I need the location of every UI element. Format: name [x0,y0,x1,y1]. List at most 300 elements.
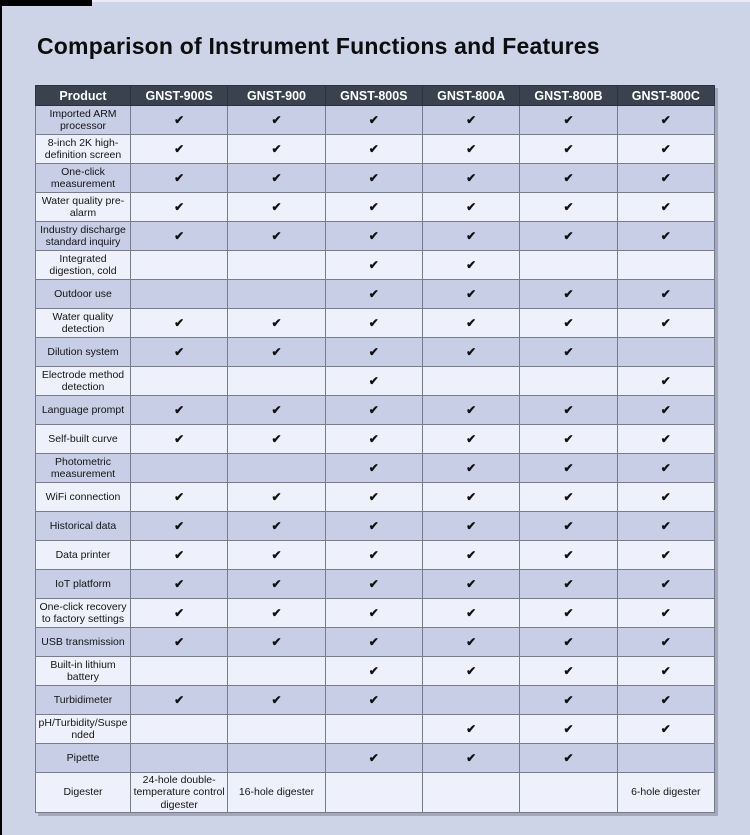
check-icon: ✔ [563,112,574,127]
check-icon: ✔ [271,170,282,185]
check-icon: ✔ [174,634,185,649]
check-cell [422,222,519,251]
check-cell [325,541,422,570]
check-cell [520,599,617,628]
check-cell [617,570,714,599]
feature-cell: Language prompt [36,396,131,425]
check-icon: ✔ [563,692,574,707]
check-icon: ✔ [271,547,282,562]
check-cell [520,193,617,222]
check-icon: ✔ [660,112,671,127]
model-column-header: GNST-800S [325,86,422,106]
check-cell [520,222,617,251]
table-row [36,570,715,599]
check-icon: ✔ [466,431,477,446]
check-cell [228,309,325,338]
check-icon: ✔ [368,257,379,272]
check-cell [228,164,325,193]
check-icon: ✔ [174,692,185,707]
check-cell [131,396,228,425]
check-cell [325,280,422,309]
feature-cell: Pipette [36,744,131,773]
text-cell: 6-hole digester [617,773,714,813]
text-cell: 24-hole double-temperature control digester [131,773,228,813]
check-cell [520,425,617,454]
check-icon: ✔ [271,141,282,156]
check-cell [131,686,228,715]
check-cell [617,222,714,251]
check-cell [228,599,325,628]
table-row [36,193,715,222]
comparison-table [35,85,715,813]
feature-cell: pH/Turbidity/Suspended [36,715,131,744]
check-cell [422,338,519,367]
check-cell [422,396,519,425]
check-cell [422,512,519,541]
check-cell [228,686,325,715]
check-cell [520,164,617,193]
check-icon: ✔ [271,402,282,417]
empty-cell [617,744,714,773]
check-icon: ✔ [368,605,379,620]
check-icon: ✔ [271,692,282,707]
table-row [36,541,715,570]
check-icon: ✔ [174,431,185,446]
check-icon: ✔ [660,634,671,649]
check-cell [325,164,422,193]
empty-cell [228,280,325,309]
check-cell [325,338,422,367]
model-column-header: GNST-800C [617,86,714,106]
check-icon: ✔ [466,634,477,649]
check-cell [520,106,617,135]
check-icon: ✔ [368,315,379,330]
empty-cell [325,773,422,813]
empty-cell [131,251,228,280]
check-icon: ✔ [660,402,671,417]
check-icon: ✔ [368,750,379,765]
check-cell [617,657,714,686]
check-icon: ✔ [174,402,185,417]
check-icon: ✔ [368,576,379,591]
check-cell [228,628,325,657]
check-cell [325,744,422,773]
check-icon: ✔ [368,547,379,562]
check-icon: ✔ [466,547,477,562]
check-icon: ✔ [466,112,477,127]
empty-cell [131,744,228,773]
check-icon: ✔ [660,692,671,707]
feature-cell: Dilution system [36,338,131,367]
check-icon: ✔ [563,750,574,765]
table-row [36,164,715,193]
check-cell [228,193,325,222]
check-cell [325,483,422,512]
check-icon: ✔ [563,605,574,620]
check-cell [520,686,617,715]
table-header-row [36,86,715,106]
check-cell [617,280,714,309]
check-icon: ✔ [563,460,574,475]
check-cell [617,309,714,338]
check-cell [422,454,519,483]
check-icon: ✔ [271,431,282,446]
check-icon: ✔ [466,170,477,185]
feature-cell: USB transmission [36,628,131,657]
check-cell [520,338,617,367]
check-cell [520,715,617,744]
check-cell [131,570,228,599]
check-icon: ✔ [660,286,671,301]
check-icon: ✔ [660,489,671,504]
check-cell [131,222,228,251]
feature-cell: Built-in lithium battery [36,657,131,686]
check-cell [520,744,617,773]
check-cell [228,338,325,367]
check-icon: ✔ [563,634,574,649]
check-cell [131,425,228,454]
check-icon: ✔ [466,402,477,417]
check-cell [422,599,519,628]
feature-cell: Self-built curve [36,425,131,454]
check-icon: ✔ [174,112,185,127]
table-row [36,483,715,512]
check-icon: ✔ [368,663,379,678]
check-icon: ✔ [174,315,185,330]
check-icon: ✔ [271,605,282,620]
table-row [36,367,715,396]
check-icon: ✔ [271,634,282,649]
check-cell [325,657,422,686]
check-icon: ✔ [563,228,574,243]
check-cell [617,686,714,715]
check-icon: ✔ [563,315,574,330]
empty-cell [520,773,617,813]
table-row [36,135,715,164]
empty-cell [617,251,714,280]
check-icon: ✔ [563,663,574,678]
check-cell [228,483,325,512]
check-icon: ✔ [466,315,477,330]
feature-cell: One-click recovery to factory settings [36,599,131,628]
check-icon: ✔ [660,228,671,243]
feature-cell: Industry discharge standard inquiry [36,222,131,251]
check-icon: ✔ [466,518,477,533]
check-icon: ✔ [271,112,282,127]
check-icon: ✔ [174,605,185,620]
empty-cell [422,367,519,396]
check-icon: ✔ [660,373,671,388]
check-cell [617,193,714,222]
check-icon: ✔ [466,199,477,214]
check-cell [422,541,519,570]
feature-cell: Imported ARM processor [36,106,131,135]
check-cell [520,657,617,686]
check-icon: ✔ [174,547,185,562]
check-cell [131,309,228,338]
check-cell [617,715,714,744]
feature-cell: Outdoor use [36,280,131,309]
check-icon: ✔ [368,373,379,388]
left-edge-border [0,0,2,835]
check-cell [617,599,714,628]
text-cell: 16-hole digester [228,773,325,813]
check-cell [617,135,714,164]
check-icon: ✔ [174,344,185,359]
model-column-header: GNST-800B [520,86,617,106]
check-icon: ✔ [563,489,574,504]
check-icon: ✔ [368,228,379,243]
table-row [36,396,715,425]
check-icon: ✔ [271,489,282,504]
feature-cell: Electrode method detection [36,367,131,396]
feature-cell: Water quality pre-alarm [36,193,131,222]
check-icon: ✔ [174,141,185,156]
check-icon: ✔ [563,576,574,591]
check-cell [325,628,422,657]
table-row [36,454,715,483]
check-cell [617,367,714,396]
empty-cell [228,367,325,396]
feature-cell: 8-inch 2K high-definition screen [36,135,131,164]
check-cell [520,135,617,164]
table-row [36,309,715,338]
check-icon: ✔ [368,344,379,359]
check-cell [422,135,519,164]
empty-cell [520,367,617,396]
check-cell [422,425,519,454]
empty-cell [325,715,422,744]
feature-cell: IoT platform [36,570,131,599]
check-icon: ✔ [660,315,671,330]
check-icon: ✔ [660,199,671,214]
check-cell [617,541,714,570]
check-icon: ✔ [660,605,671,620]
check-icon: ✔ [368,518,379,533]
table-body [36,106,715,813]
check-icon: ✔ [271,518,282,533]
check-icon: ✔ [271,315,282,330]
check-cell [228,396,325,425]
check-cell [131,164,228,193]
check-cell [422,570,519,599]
empty-cell [131,715,228,744]
check-icon: ✔ [466,489,477,504]
check-icon: ✔ [271,344,282,359]
check-icon: ✔ [368,112,379,127]
check-cell [422,657,519,686]
check-icon: ✔ [563,141,574,156]
check-cell [422,309,519,338]
check-icon: ✔ [563,402,574,417]
check-icon: ✔ [466,344,477,359]
check-icon: ✔ [660,547,671,562]
feature-cell: Data printer [36,541,131,570]
empty-cell [228,454,325,483]
top-edge-line [88,0,750,2]
check-icon: ✔ [368,692,379,707]
check-icon: ✔ [466,141,477,156]
check-cell [325,570,422,599]
check-cell [520,309,617,338]
page-title: Comparison of Instrument Functions and Features [37,33,600,59]
check-icon: ✔ [660,170,671,185]
check-cell [422,744,519,773]
check-cell [422,251,519,280]
feature-cell: Digester [36,773,131,813]
feature-cell: WiFi connection [36,483,131,512]
check-cell [325,251,422,280]
table-row [36,628,715,657]
table-row [36,773,715,813]
empty-cell [422,686,519,715]
check-cell [131,599,228,628]
check-cell [228,425,325,454]
check-cell [325,193,422,222]
table-row [36,106,715,135]
model-column-header: GNST-900S [131,86,228,106]
check-icon: ✔ [563,431,574,446]
check-cell [520,541,617,570]
feature-cell: Water quality detection [36,309,131,338]
check-cell [325,425,422,454]
check-cell [617,628,714,657]
check-cell [422,628,519,657]
check-cell [325,106,422,135]
empty-cell [131,367,228,396]
check-cell [228,541,325,570]
empty-cell [131,454,228,483]
check-icon: ✔ [368,170,379,185]
check-icon: ✔ [563,344,574,359]
check-icon: ✔ [466,576,477,591]
check-icon: ✔ [174,576,185,591]
check-icon: ✔ [660,721,671,736]
table-row [36,744,715,773]
check-icon: ✔ [271,576,282,591]
check-icon: ✔ [368,286,379,301]
empty-cell [422,773,519,813]
check-icon: ✔ [271,228,282,243]
check-icon: ✔ [466,228,477,243]
product-column-header: Product [36,86,131,106]
check-cell [228,512,325,541]
check-cell [617,425,714,454]
model-column-header: GNST-900 [228,86,325,106]
table-row [36,338,715,367]
check-icon: ✔ [660,431,671,446]
feature-cell: Turbidimeter [36,686,131,715]
empty-cell [131,280,228,309]
feature-cell: Integrated digestion, cold [36,251,131,280]
check-icon: ✔ [174,199,185,214]
empty-cell [228,251,325,280]
check-cell [325,309,422,338]
empty-cell [617,338,714,367]
model-column-header: GNST-800A [422,86,519,106]
check-cell [325,599,422,628]
feature-cell: Historical data [36,512,131,541]
check-cell [520,570,617,599]
check-icon: ✔ [368,460,379,475]
check-icon: ✔ [563,721,574,736]
check-icon: ✔ [563,547,574,562]
check-icon: ✔ [466,460,477,475]
empty-cell [520,251,617,280]
empty-cell [228,715,325,744]
check-icon: ✔ [271,199,282,214]
check-cell [131,106,228,135]
check-icon: ✔ [368,489,379,504]
check-cell [131,135,228,164]
check-icon: ✔ [466,257,477,272]
check-cell [131,193,228,222]
table-row [36,222,715,251]
check-icon: ✔ [563,518,574,533]
check-cell [228,106,325,135]
check-cell [520,483,617,512]
check-cell [617,512,714,541]
check-cell [325,512,422,541]
check-icon: ✔ [466,721,477,736]
check-cell [325,686,422,715]
check-cell [325,454,422,483]
empty-cell [228,657,325,686]
check-cell [325,396,422,425]
check-icon: ✔ [368,199,379,214]
topleft-edge-border [0,0,92,6]
check-cell [228,570,325,599]
check-icon: ✔ [563,170,574,185]
check-cell [617,106,714,135]
check-icon: ✔ [174,228,185,243]
check-cell [422,715,519,744]
check-cell [617,483,714,512]
check-icon: ✔ [660,663,671,678]
check-cell [422,164,519,193]
check-cell [131,512,228,541]
check-icon: ✔ [368,141,379,156]
table-row [36,599,715,628]
check-icon: ✔ [368,431,379,446]
check-icon: ✔ [660,576,671,591]
check-icon: ✔ [466,605,477,620]
check-cell [325,135,422,164]
check-cell [617,454,714,483]
check-cell [228,222,325,251]
check-icon: ✔ [660,460,671,475]
check-icon: ✔ [368,402,379,417]
check-cell [520,280,617,309]
check-icon: ✔ [563,286,574,301]
feature-cell: One-click measurement [36,164,131,193]
check-cell [422,106,519,135]
check-icon: ✔ [368,634,379,649]
check-cell [325,367,422,396]
check-cell [422,193,519,222]
check-cell [520,628,617,657]
check-cell [520,396,617,425]
check-icon: ✔ [466,663,477,678]
check-cell [422,483,519,512]
check-icon: ✔ [174,518,185,533]
check-icon: ✔ [466,286,477,301]
check-cell [325,222,422,251]
check-icon: ✔ [660,141,671,156]
check-icon: ✔ [660,518,671,533]
table-row [36,715,715,744]
check-cell [228,135,325,164]
